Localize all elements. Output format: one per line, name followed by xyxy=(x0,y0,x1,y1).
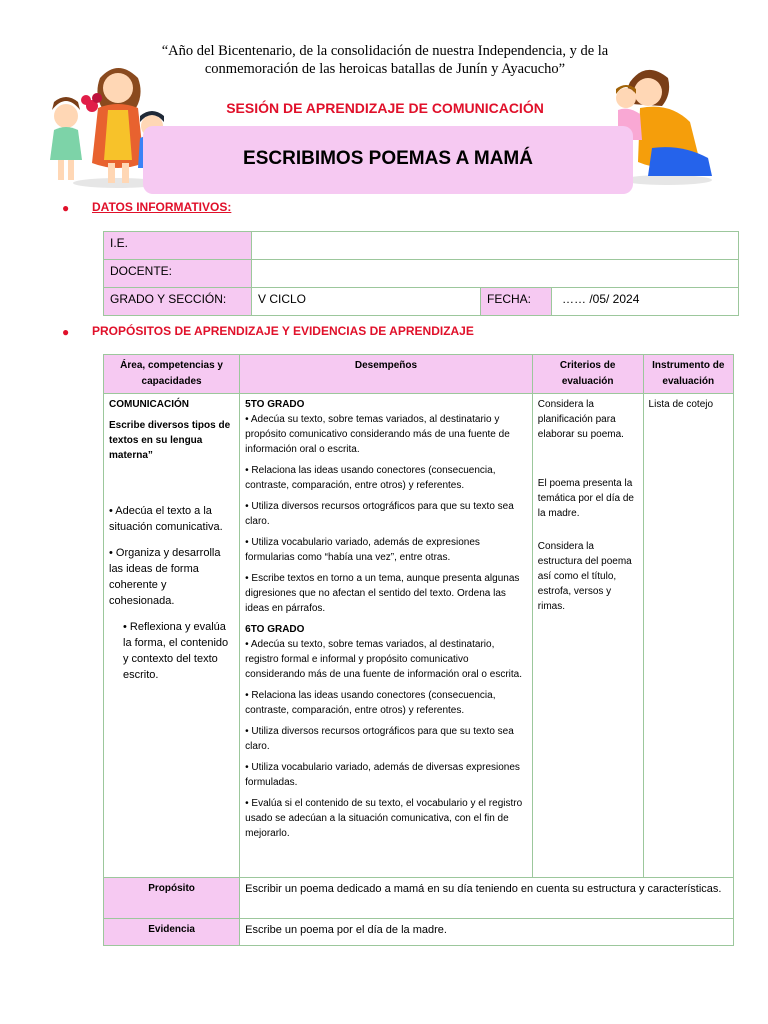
grado5-item: • Adecúa su texto, sobre temas variados, al destinatario y propósito comunicativo considerando más de una fuente de información oral o escrita. xyxy=(245,414,510,455)
area-capacidad-1: • Adecúa el texto a la situación comunicativa. xyxy=(109,505,223,533)
area-capacidad-3: • Reflexiona y evalúa la forma, el contenido y contexto del texto escrito. xyxy=(123,621,229,681)
table-row xyxy=(104,288,739,316)
bullet-icon: ● xyxy=(62,201,70,215)
grado-label: GRADO Y SECCIÓN: xyxy=(104,288,252,316)
header-criterios: Criterios de evaluación xyxy=(532,355,643,394)
area-name: COMUNICACIÓN xyxy=(109,399,189,410)
criterio-item: Considera la planificación para elaborar su poema. xyxy=(537,399,624,440)
propositos-table xyxy=(103,354,734,946)
grado6-item: • Relaciona las ideas usando conectores (consecuencia, contraste, comparación, entre otros) y referentes. xyxy=(245,690,496,716)
grado6-item: • Utiliza diversos recursos ortográficos para que su texto sea claro. xyxy=(245,726,514,752)
criterio-item: El poema presenta la temática por el día de la madre. xyxy=(537,478,634,519)
grado-value: V CICLO xyxy=(252,288,481,316)
grado5-item: • Utiliza vocabulario variado, además de expresiones formularias como “había una vez”, entre otras. xyxy=(245,537,480,563)
evidencia-label: Evidencia xyxy=(104,919,240,946)
evidencia-text: Escribe un poema por el día de la madre. xyxy=(240,919,734,946)
table-row xyxy=(104,919,734,946)
grado6-item: • Utiliza vocabulario variado, además de diversas expresiones formuladas. xyxy=(245,762,520,788)
table-row xyxy=(104,394,734,878)
docente-label: DOCENTE: xyxy=(104,260,252,288)
motto xyxy=(120,42,650,78)
datos-heading: DATOS INFORMATIVOS: xyxy=(92,200,232,214)
criterio-item: Considera la estructura del poema así como el título, estrofa, versos y rimas. xyxy=(537,541,632,612)
session-title: SESIÓN DE APRENDIZAJE DE COMUNICACIÓN xyxy=(226,100,544,116)
grado6-item: • Evalúa si el contenido de su texto, el vocabulario y el registro usado se adecúan a la situación comunicativa, con el fin de mejorarlo. xyxy=(245,798,523,839)
ie-value[interactable] xyxy=(252,232,739,260)
motto-line-1: “Año del Bicentenario, de la consolidación de nuestra Independencia, y de la xyxy=(161,43,609,59)
grado5-item: • Escribe textos en torno a un tema, aunque presenta algunas digresiones que no afectan el sentido del texto. Ordena las ideas en párrafos. xyxy=(245,573,520,614)
proposito-label: Propósito xyxy=(104,878,240,919)
header-area: Área, competencias y capacidades xyxy=(104,355,240,394)
fecha-value: …… /05/ 2024 xyxy=(552,288,739,316)
grado5-title: 5TO GRADO xyxy=(245,399,305,410)
grado6-item: • Adecúa su texto, sobre temas variados, al destinatario, registro formal e informal y propósito comunicativo considerando más de una fuente de información oral o escrita. xyxy=(245,639,522,680)
fecha-label: FECHA: xyxy=(481,288,552,316)
instrumento-cell: Lista de cotejo xyxy=(643,394,733,878)
table-row xyxy=(104,878,734,919)
area-capacidad-2: • Organiza y desarrolla las ideas de forma coherente y cohesionada. xyxy=(109,547,221,607)
propositos-heading: PROPÓSITOS DE APRENDIZAJE Y EVIDENCIAS DE APRENDIZAJE xyxy=(92,324,474,338)
table-row xyxy=(104,260,739,288)
criterios-cell xyxy=(532,394,643,878)
docente-value[interactable] xyxy=(252,260,739,288)
motto-line-2: conmemoración de las heroicas batallas de Junín y Ayacucho” xyxy=(204,61,566,77)
grado5-item: • Utiliza diversos recursos ortográficos para que su texto sea claro. xyxy=(245,501,514,527)
area-competencia: Escribe diversos tipos de textos en su lengua materna” xyxy=(109,420,231,461)
ie-label: I.E. xyxy=(104,232,252,260)
grado5-item: • Relaciona las ideas usando conectores (consecuencia, contraste, comparación, entre otros) y referentes. xyxy=(245,465,496,491)
grado6-title: 6TO GRADO xyxy=(245,624,305,635)
bullet-icon: ● xyxy=(62,325,70,339)
header-desempenos: Desempeños xyxy=(240,355,533,394)
table-row xyxy=(104,232,739,260)
area-cell xyxy=(104,394,240,878)
table-header-row xyxy=(104,355,734,394)
main-title: ESCRIBIMOS POEMAS A MAMÁ xyxy=(243,148,533,169)
datos-table xyxy=(103,231,739,316)
proposito-text: Escribir un poema dedicado a mamá en su día teniendo en cuenta su estructura y características. xyxy=(240,878,734,919)
header-instrumento: Instrumento de evaluación xyxy=(643,355,733,394)
desempenos-cell xyxy=(240,394,533,878)
